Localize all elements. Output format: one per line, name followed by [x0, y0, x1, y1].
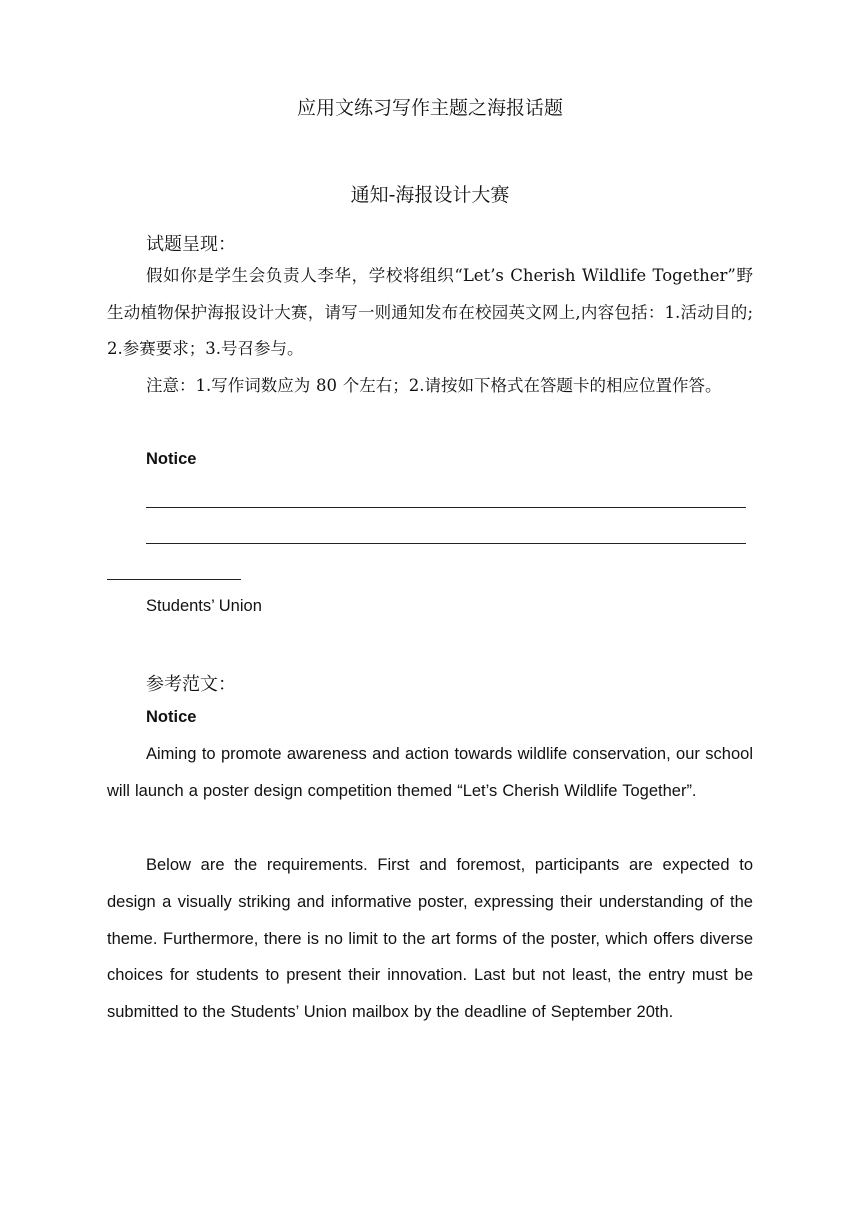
sample-notice-label: Notice — [146, 708, 197, 726]
prompt-paragraph-1: 假如你是学生会负责人李华，学校将组织“Let’s Cherish Wildlife Together”野生动植物保护海报设计大赛，请写一则通知发布在校园英文网上,内容包括：1.活动目的; 2.参赛要求；3.号召参与。 — [107, 266, 753, 358]
prompt-notice-label: Notice — [146, 450, 197, 468]
sample-paragraph-2: Below are the requirements. First and foremost, participants are expected to design a visually striking and informative poster, expressing their understanding of the theme. Furthermore, there is no limit to the art forms of the poster, which offers diverse choices for students to present their innovation. Last but not least, the entry must be submitted to the Students’ Union mailbox by the deadline of September 20th. — [107, 856, 753, 1022]
answer-line-2 — [146, 543, 746, 544]
answer-line-1 — [146, 507, 746, 508]
document-title: 应用文练习写作主题之海报话题 — [296, 97, 563, 119]
answer-line-3 — [107, 579, 241, 580]
sample-paragraph-1: Aiming to promote awareness and action towards wildlife conservation, our school will launch a poster design competition themed “Let’s Cherish Wildlife Together”. — [107, 745, 753, 800]
document-subtitle: 通知-海报设计大赛 — [350, 184, 510, 206]
prompt-signature: Students’ Union — [146, 597, 262, 615]
prompt-paragraph-2: 注意：1.写作词数应为 80 个左右；2.请按如下格式在答题卡的相应位置作答。 — [146, 376, 722, 395]
sample-heading: 参考范文： — [146, 674, 236, 695]
prompt-heading: 试题呈现： — [146, 234, 236, 255]
